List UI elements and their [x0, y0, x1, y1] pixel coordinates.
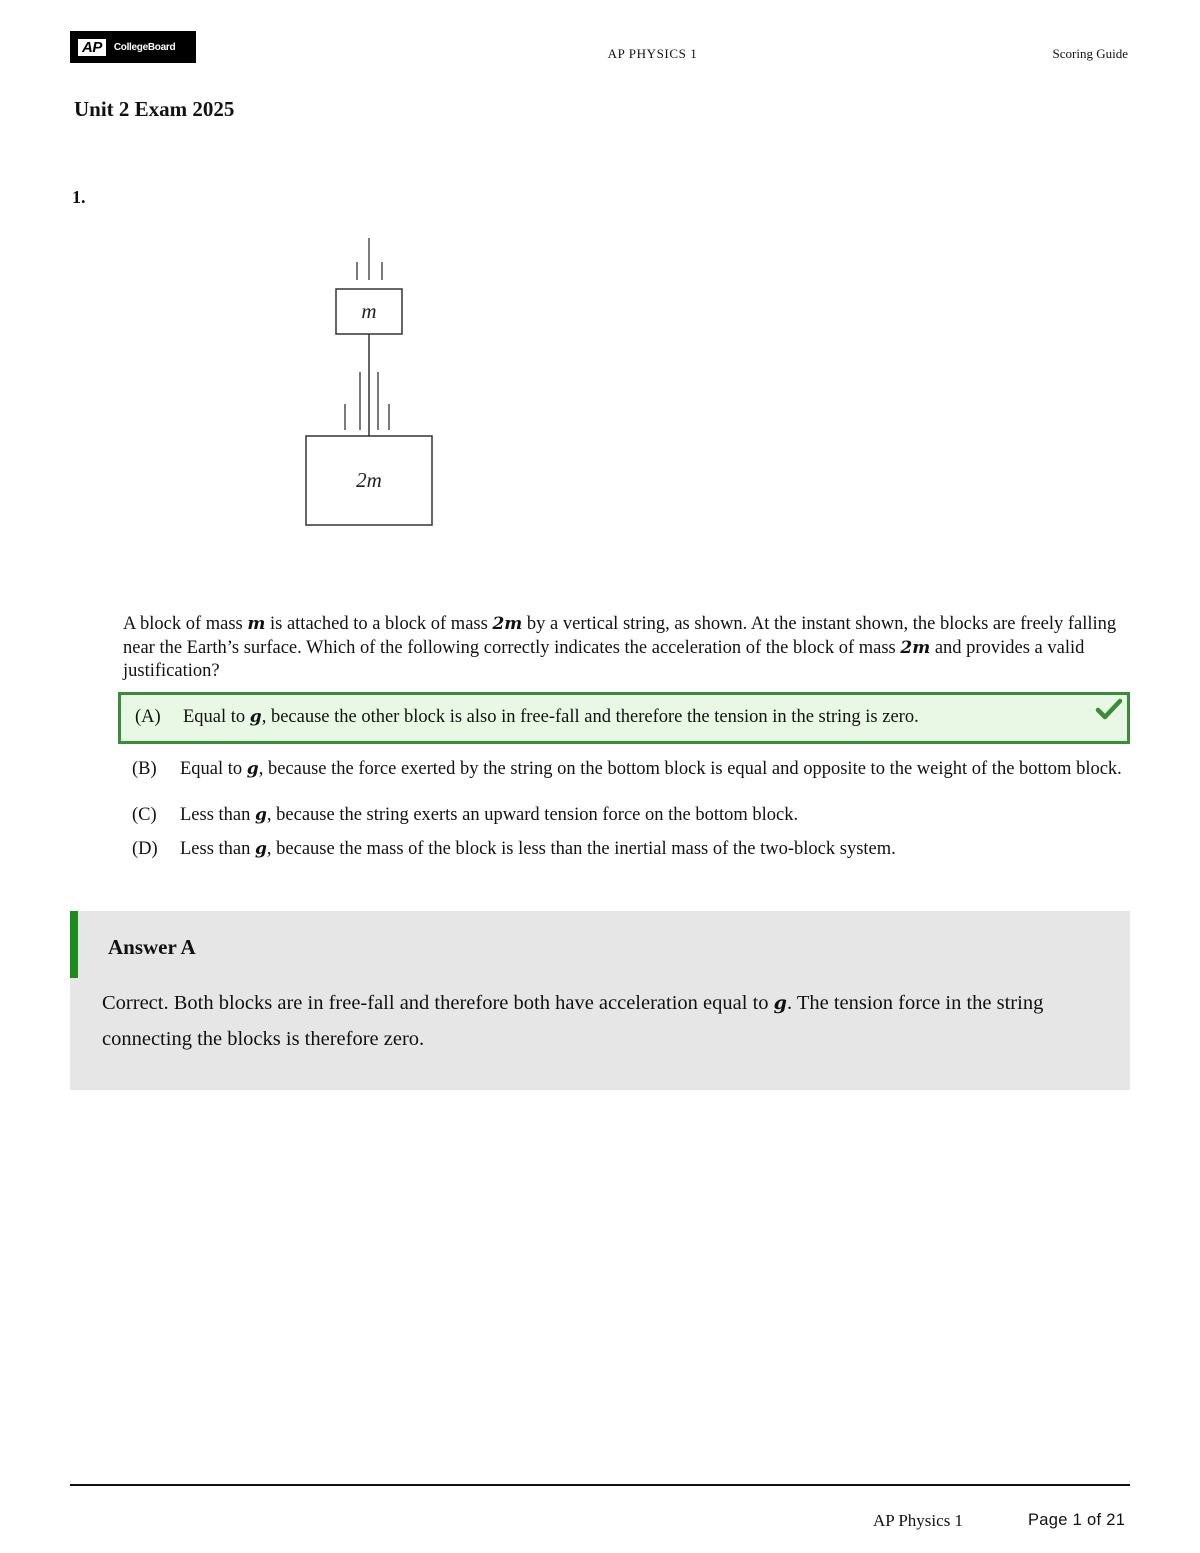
- variable-m: m: [247, 614, 266, 634]
- top-block-label: m: [361, 299, 377, 323]
- choice-letter: (C): [132, 805, 157, 826]
- question-stem: A block of mass m is attached to a block of mass 2m by a vertical string, as shown. At the instant shown, the blocks are freely falling near the Earth’s surface. Which of the following correctly indicates the acceleration of the block of mass 2m and provides a valid justification?: [123, 614, 1117, 681]
- choice-text: Equal to g, because the force exerted by the string on the bottom block is equal and opposite to the weight of the bottom block.: [180, 759, 1122, 780]
- footer-divider: [70, 1484, 1130, 1486]
- choice-text: Less than g, because the mass of the block is less than the inertial mass of the two-block system.: [180, 839, 896, 860]
- logo-org-text: CollegeBoard: [113, 41, 176, 53]
- choice-text: Equal to g, because the other block is also in free-fall and therefore the tension in the string is zero.: [183, 707, 919, 728]
- choice-a[interactable]: [118, 692, 1130, 744]
- header-scoring-guide: Scoring Guide: [1052, 46, 1128, 61]
- variable-2m: 2m: [492, 614, 523, 634]
- choice-letter: (A): [135, 707, 161, 728]
- answer-title: Answer A: [108, 935, 196, 959]
- choice-letter: (B): [132, 759, 157, 780]
- bottom-block-label: 2m: [356, 468, 382, 492]
- choice-b[interactable]: [118, 746, 1130, 794]
- choice-c[interactable]: [118, 803, 1130, 829]
- footer-course: AP Physics 1: [873, 1511, 964, 1530]
- answer-accent-bar: [70, 911, 78, 978]
- two-block-diagram: [290, 230, 450, 535]
- variable-2m: 2m: [900, 637, 931, 658]
- checkmark-icon: [1095, 697, 1123, 723]
- answer-explanation: Correct. Both blocks are in free-fall and therefore both have acceleration equal to g. The tension force in the string connecting the blocks is therefore zero.: [102, 992, 1044, 1050]
- exam-title: Unit 2 Exam 2025: [74, 97, 235, 121]
- logo-ap-text: AP: [78, 39, 106, 56]
- variable-g: g: [773, 992, 787, 1014]
- choice-letter: (D): [132, 839, 158, 860]
- header-course: AP PHYSICS 1: [607, 46, 698, 61]
- choice-d[interactable]: [118, 837, 1130, 863]
- footer-page-number: Page 1 of 21: [1028, 1511, 1126, 1529]
- choice-text: Less than g, because the string exerts an upward tension force on the bottom block.: [180, 805, 799, 826]
- question-number: 1.: [72, 187, 86, 207]
